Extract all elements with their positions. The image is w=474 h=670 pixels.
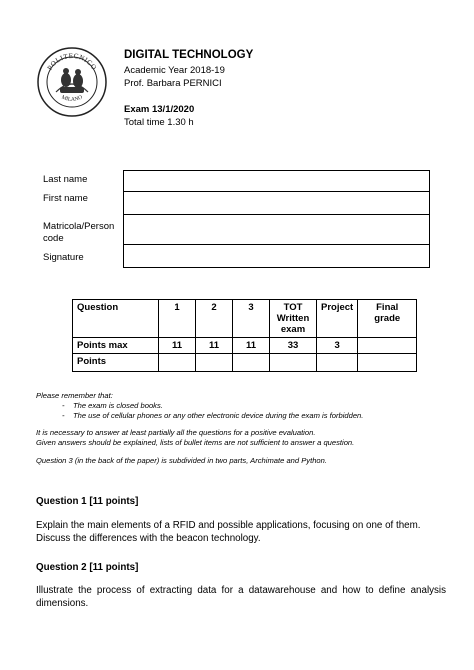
exam-date: Exam 13/1/2020 [124, 104, 195, 115]
points-max-project: 3 [317, 338, 358, 354]
signature-label: Signature [43, 252, 84, 263]
logo-text-top: POLITECNICO [45, 51, 99, 72]
total-time: Total time 1.30 h [124, 117, 194, 128]
points-tot[interactable] [270, 354, 317, 372]
grades-header-project: Project [317, 300, 358, 338]
professor-name: Prof. Barbara PERNICI [124, 78, 222, 89]
last-name-field[interactable] [123, 170, 430, 192]
points-max-final [358, 338, 417, 354]
question-1-text [36, 519, 446, 545]
points-label: Points [73, 354, 159, 372]
grades-header-final: Final grade [358, 300, 417, 338]
points-max-q2: 11 [196, 338, 233, 354]
notes-bullet-2: - The use of cellular phones or any other electronic device during the exam is forbidden. [62, 411, 364, 420]
grades-header-q1: 1 [159, 300, 196, 338]
question-2-title: Question 2 [11 points] [36, 562, 139, 573]
points-q3[interactable] [233, 354, 270, 372]
question-2-text-line1: Illustrate the process of extracting data for a datawarehouse and how to define analysis [36, 585, 446, 596]
notes-necessary: It is necessary to answer at least partially all the questions for a positive evaluation. [36, 428, 316, 437]
grades-table [72, 299, 417, 372]
points-max-label: Points max [73, 338, 159, 354]
matricola-label-line1: Matricola/Person [43, 221, 115, 232]
matricola-label [43, 221, 114, 245]
points-row [73, 354, 417, 372]
notes-q3: Question 3 (in the back of the paper) is subdivided in two parts, Archimate and Python. [36, 456, 327, 465]
question-1-title: Question 1 [11 points] [36, 496, 139, 507]
notes-explained: Given answers should be explained, lists of bullet items are not sufficient to answer a question. [36, 438, 355, 447]
course-title: DIGITAL TECHNOLOGY [124, 49, 254, 61]
points-final[interactable] [358, 354, 417, 372]
logo-text-bottom: MILANO [60, 94, 84, 103]
academic-year: Academic Year 2018-19 [124, 65, 225, 76]
grades-header-q2: 2 [196, 300, 233, 338]
grades-header-q3: 3 [233, 300, 270, 338]
points-q2[interactable] [196, 354, 233, 372]
points-q1[interactable] [159, 354, 196, 372]
grades-header-question: Question [73, 300, 159, 338]
notes-remember: Please remember that: [36, 391, 113, 400]
grades-header-tot: TOT Written exam [270, 300, 317, 338]
points-max-q1: 11 [159, 338, 196, 354]
notes-bullet-1-text: The exam is closed books. [72, 401, 163, 410]
question-2-text [36, 584, 446, 610]
university-seal-icon [36, 46, 108, 118]
grades-header-row [73, 300, 417, 338]
notes-bullet-2-text: The use of cellular phones or any other electronic device during the exam is forbidden. [72, 411, 364, 420]
matricola-label-line2: code [43, 233, 64, 244]
first-name-field[interactable] [123, 191, 430, 215]
matricola-field[interactable] [123, 214, 430, 245]
points-max-row [73, 338, 417, 354]
signature-field[interactable] [123, 244, 430, 268]
first-name-label: First name [43, 193, 88, 204]
notes-bullet-1: - The exam is closed books. [62, 401, 163, 410]
points-project[interactable] [317, 354, 358, 372]
question-1-text-line2: Discuss the differences with the beacon technology. [36, 533, 261, 544]
points-max-tot: 33 [270, 338, 317, 354]
question-2-text-line2: dimensions. [36, 598, 89, 609]
points-max-q3: 11 [233, 338, 270, 354]
question-1-text-line1: Explain the main elements of a RFID and possible applications, focusing on one of them. [36, 520, 421, 531]
last-name-label: Last name [43, 174, 88, 185]
